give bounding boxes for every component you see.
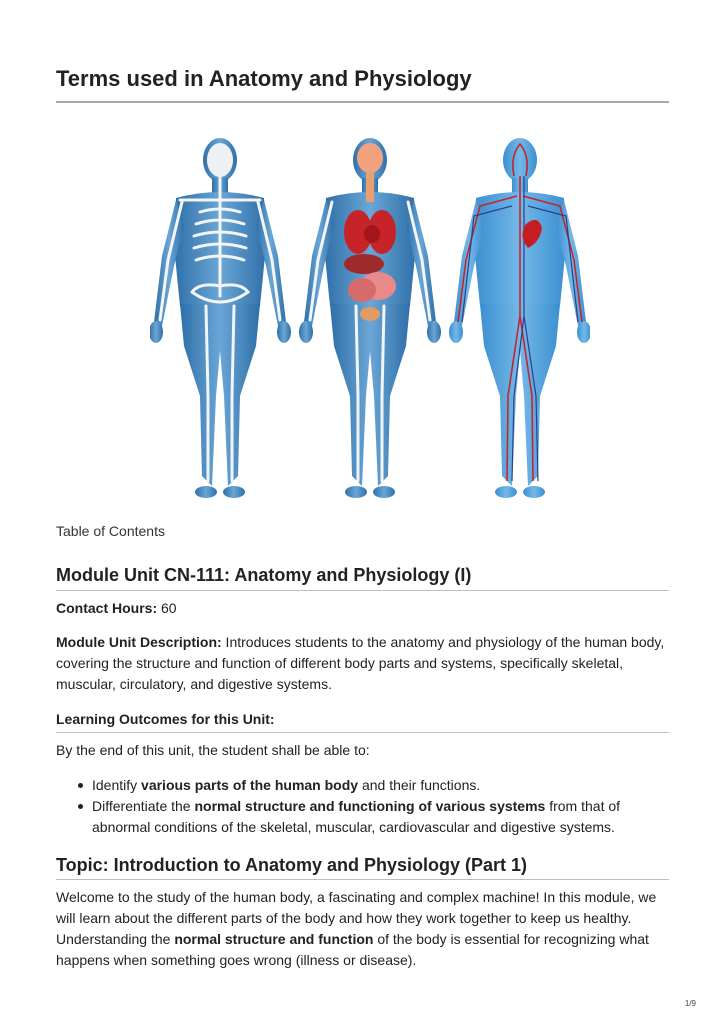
module-heading: Module Unit CN-111: Anatomy and Physiology (I)	[56, 565, 472, 585]
outcomes-list	[56, 775, 669, 838]
circulatory-figure-icon	[449, 138, 590, 498]
outcomes-divider	[56, 732, 669, 733]
skeleton-figure-icon	[150, 138, 291, 498]
module-divider	[56, 590, 669, 591]
topic-heading: Topic: Introduction to Anatomy and Physiology (Part 1)	[56, 855, 528, 875]
contact-hours-value: 60	[157, 600, 177, 616]
topic-paragraph: Welcome to the study of the human body, a fascinating and complex machine! In this module, we will learn about the different parts of the body and how they work together to keep us healthy. Understanding the normal structure and function of the body is essential for recognizing what happens when something goes wrong (illness or disease).	[56, 889, 657, 968]
module-description-label: Module Unit Description:	[56, 634, 222, 650]
table-of-contents-link[interactable]: Table of Contents	[56, 523, 165, 539]
page-number: 1/9	[684, 999, 696, 1008]
organs-figure-icon	[299, 138, 441, 498]
title-divider	[56, 101, 669, 103]
learning-outcomes-heading: Learning Outcomes for this Unit:	[56, 711, 275, 727]
page-title: Terms used in Anatomy and Physiology	[56, 66, 472, 91]
module-description-text: Introduces students to the anatomy and physiology of the human body, covering the structure and function of different body parts and systems, specifically skeletal, muscular, circulatory, and digestive systems.	[56, 634, 665, 692]
list-item: Differentiate the normal structure and functioning of various systems from that of abnormal conditions of the skeletal, muscular, cardiovascular and digestive systems.	[56, 796, 669, 838]
list-item: Identify various parts of the human body and their functions.	[56, 775, 669, 796]
contact-hours-label: Contact Hours:	[56, 600, 158, 616]
outcomes-intro: By the end of this unit, the student shall be able to:	[56, 742, 370, 758]
topic-divider	[56, 879, 669, 880]
module-description	[56, 632, 669, 695]
anatomy-figure	[150, 128, 590, 500]
contact-hours	[56, 598, 669, 619]
